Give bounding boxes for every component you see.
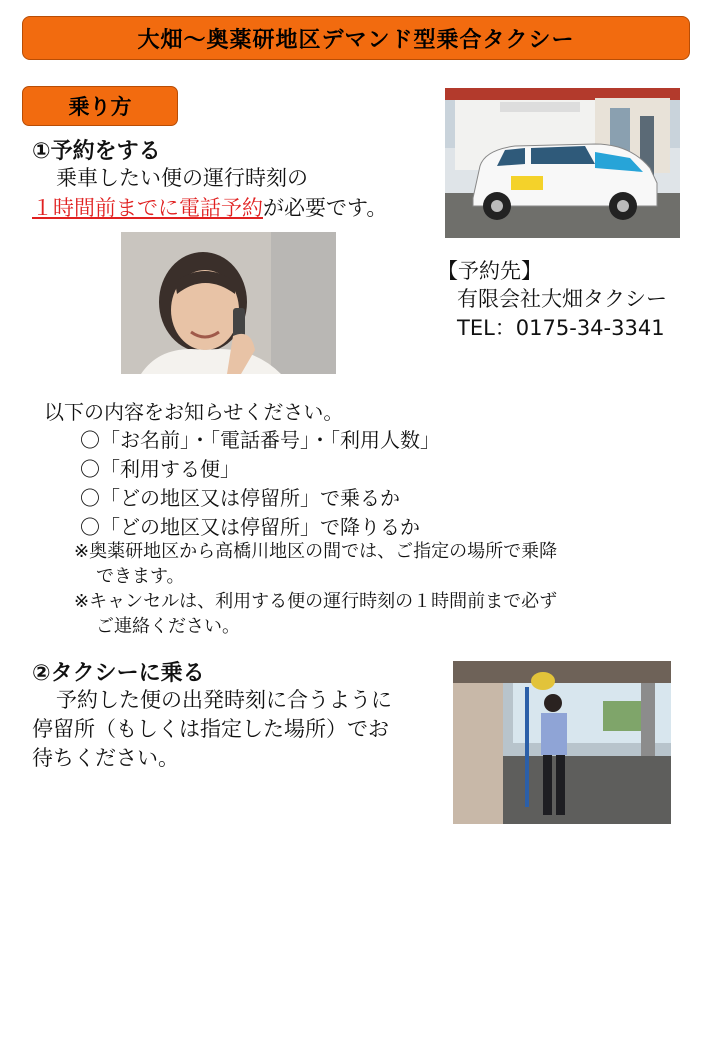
step1-highlight: １時間前までに電話予約 xyxy=(32,196,263,220)
phone-call-photo xyxy=(121,232,336,374)
contact-company: 有限会社大畑タクシー xyxy=(457,287,667,311)
note2-line1: ※キャンセルは、利用する便の運行時刻の１時間前まで必ず xyxy=(74,591,558,612)
page-title-banner xyxy=(22,16,690,60)
taxi-photo xyxy=(445,88,680,238)
section-label: 乗り方 xyxy=(68,95,132,119)
info-item: 〇「どの地区又は停留所」で乗るか xyxy=(80,486,400,510)
info-intro: 以下の内容をお知らせください。 xyxy=(44,400,344,424)
contact-label: 【予約先】 xyxy=(437,259,542,283)
step1-line2 xyxy=(32,193,387,223)
step2-line1: 予約した便の出発時刻に合うように xyxy=(56,688,392,712)
step2-line2: 停留所（もしくは指定した場所）でお xyxy=(32,717,389,741)
info-item: 〇「どの地区又は停留所」で降りるか xyxy=(80,515,420,539)
step2-heading: ②タクシーに乗る xyxy=(32,661,205,686)
step2-line3: 待ちください。 xyxy=(32,746,179,770)
note1-line1: ※奥薬研地区から高橋川地区の間では、ご指定の場所で乗降 xyxy=(74,541,558,562)
info-item: 〇「お名前」・「電話番号」・「利用人数」 xyxy=(80,428,440,452)
section-label-how-to-ride xyxy=(22,86,178,126)
info-item: 〇「利用する便」 xyxy=(80,457,240,481)
page-title: 大畑～奥薬研地区デマンド型乗合タクシー xyxy=(137,27,575,53)
bus-stop-photo xyxy=(453,661,671,824)
note2-line2: ご連絡ください。 xyxy=(96,616,240,637)
step1-line2-rest: が必要です。 xyxy=(263,196,388,220)
contact-tel: TEL：0175-34-3341 xyxy=(457,316,665,340)
step1-line1: 乗車したい便の運行時刻の xyxy=(56,166,308,190)
step1-heading: ①予約をする xyxy=(32,139,161,164)
note1-line2: できます。 xyxy=(96,566,185,587)
